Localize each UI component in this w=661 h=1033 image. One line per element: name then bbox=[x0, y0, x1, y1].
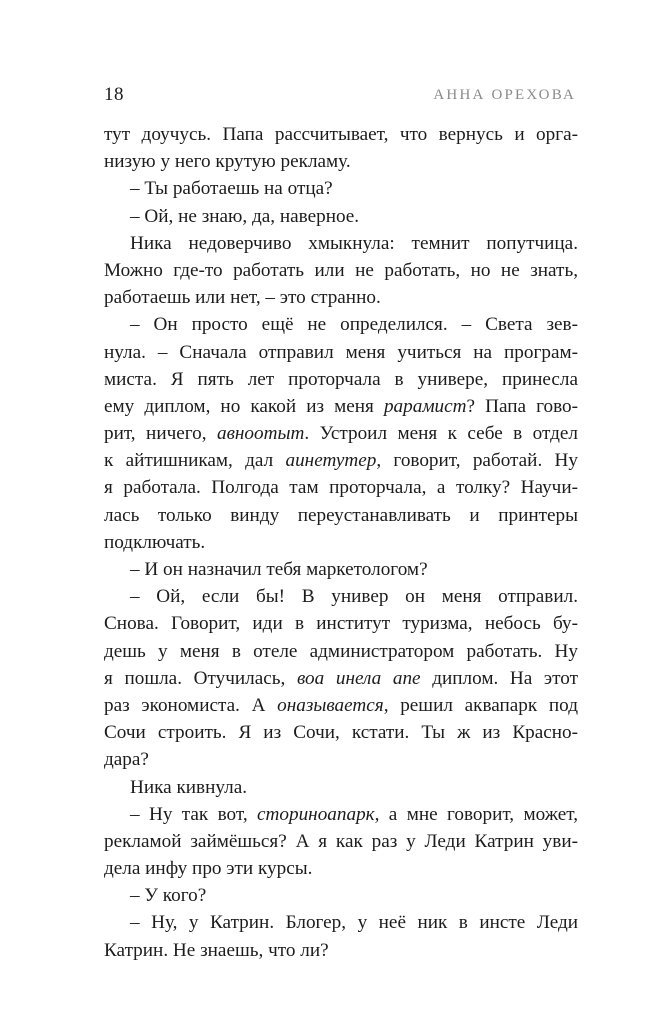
text-line: к айтишникам, дал аинетутер, говорит, работай. Ну bbox=[104, 450, 578, 472]
text-line: дешь у меня в отеле администратором работать. Ну bbox=[104, 640, 578, 662]
text-line: – Он просто ещё не определился. – Света зев- bbox=[130, 314, 578, 336]
italic-word: оназывается bbox=[277, 694, 384, 716]
text-line: тут доучусь. Папа рассчитывает, что вернусь и орга- bbox=[104, 124, 578, 145]
italic-word: воа инела апе bbox=[296, 667, 421, 689]
running-head: АННА ОРЕХОВА bbox=[433, 87, 576, 103]
text-line: – Ну так вот, сториноапарк, а мне говорит, может, bbox=[130, 803, 578, 825]
text-line: – Ой, не знаю, да, наверное. bbox=[130, 205, 360, 227]
text-line: Ника кивнула. bbox=[130, 776, 248, 798]
text-line: я пошла. Отучилась, воа инела апе диплом. На этот bbox=[104, 667, 579, 689]
text-line: – Ну, у Катрин. Блогер, у неё ник в инсте Леди bbox=[130, 912, 578, 934]
text-line: подключать. bbox=[104, 531, 206, 553]
text-line: дара? bbox=[104, 749, 149, 771]
text-line: Сочи строить. Я из Сочи, кстати. Ты ж из Красно- bbox=[104, 722, 578, 744]
text-line: ему диплом, но какой из меня рарамист? Папа гово- bbox=[104, 395, 578, 417]
text-line: – Ты работаешь на отца? bbox=[130, 178, 333, 200]
text-line: – У кого? bbox=[130, 885, 207, 907]
text-line: рекламой займёшься? А я как раз у Леди Катрин уви- bbox=[104, 830, 578, 852]
body-text bbox=[104, 121, 578, 964]
italic-word: авноотыт bbox=[216, 423, 305, 445]
text-line: Катрин. Не знаешь, что ли? bbox=[104, 939, 329, 961]
text-line: нула. – Сначала отправил меня учиться на програм- bbox=[104, 341, 578, 363]
italic-word: сториноапарк bbox=[257, 803, 375, 825]
italic-word: аинетутер bbox=[285, 450, 377, 472]
page-number: 18 bbox=[104, 84, 124, 105]
text-line: Снова. Говорит, иди в институт туризма, небось бу- bbox=[104, 613, 578, 635]
text-line: миста. Я пять лет проторчала в универе, принесла bbox=[104, 368, 578, 390]
text-line: я работала. Полгода там проторчала, а толку? Научи- bbox=[104, 477, 578, 499]
text-line: Ника недоверчиво хмыкнула: темнит попутчица. bbox=[130, 232, 578, 254]
text-line: дела инфу про эти курсы. bbox=[104, 858, 313, 880]
text-line: – И он назначил тебя маркетологом? bbox=[130, 559, 428, 580]
text-line: раз экономиста. А оназывается, решил аквапарк под bbox=[104, 694, 578, 716]
text-line: – Ой, если бы! В универ он меня отправил. bbox=[130, 586, 578, 608]
text-line: рит, ничего, авноотыт. Устроил меня к себе в отдел bbox=[104, 423, 578, 445]
italic-word: рарамист bbox=[383, 395, 467, 417]
text-line: лась только винду переустанавливать и принтеры bbox=[104, 504, 578, 526]
text-line: работаешь или нет, – это странно. bbox=[104, 287, 381, 309]
text-line: Можно где-то работать или не работать, но не знать, bbox=[104, 259, 578, 281]
text-line: низую у него крутую рекламу. bbox=[104, 151, 351, 173]
